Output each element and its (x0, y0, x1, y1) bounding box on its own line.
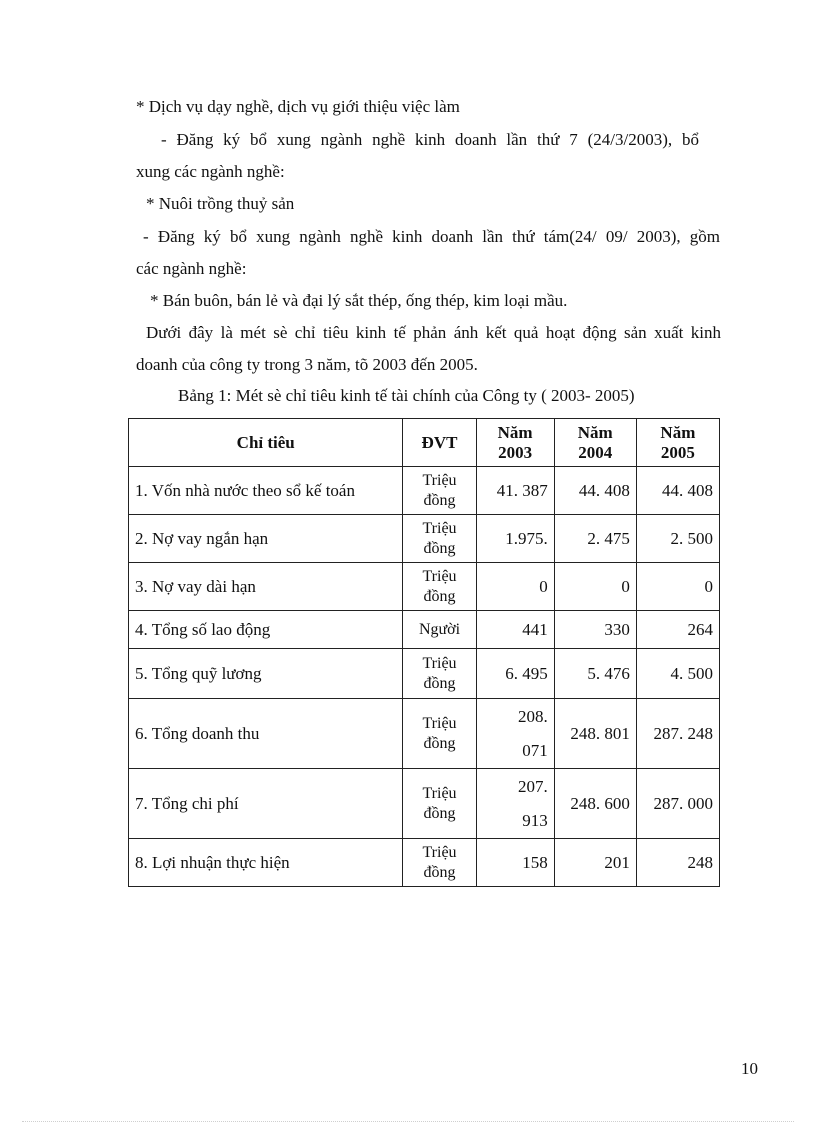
row-unit (403, 515, 476, 563)
value-2003-line2: 071 (522, 740, 548, 760)
value-2005: 4. 500 (636, 649, 719, 699)
value-2004: 248. 801 (554, 699, 636, 769)
value-2005: 2. 500 (636, 515, 719, 563)
row-indicator-name: 8. Lợi nhuận thực hiện (129, 839, 403, 887)
unit-line2: đồng (423, 491, 456, 509)
unit-line1: Triệu (422, 784, 457, 802)
table-row (129, 467, 720, 515)
table-row (129, 611, 720, 649)
value-2005: 287. 248 (636, 699, 719, 769)
table-row (129, 649, 720, 699)
header-year-2003-line1: Năm (497, 422, 533, 442)
unit-line2: đồng (423, 863, 456, 881)
registration-7th-line: - Đăng ký bổ xung ngành nghề kinh doanh lần thứ 7 (24/3/2003), bổ (161, 130, 699, 149)
table-row (129, 515, 720, 563)
row-unit (403, 563, 476, 611)
page-number: 10 (741, 1059, 758, 1078)
row-unit (403, 467, 476, 515)
header-unit: ĐVT (403, 419, 476, 467)
value-2003-line2: 913 (522, 810, 548, 830)
header-year-2004-line1: Năm (577, 422, 613, 442)
header-year-2005-line1: Năm (660, 422, 696, 442)
row-indicator-name: 2. Nợ vay ngắn hạn (129, 515, 403, 563)
row-unit (403, 699, 476, 769)
header-year-2004-line2: 2004 (578, 442, 613, 462)
unit-line2: đồng (423, 804, 456, 822)
value-2003-line1: 208. (517, 706, 548, 726)
row-indicator-name: 1. Vốn nhà nước theo sổ kế toán (129, 467, 403, 515)
registration-8th-continuation: các ngành nghề: (136, 259, 247, 278)
value-2005: 264 (636, 611, 719, 649)
value-2004: 5. 476 (554, 649, 636, 699)
unit-line2: đồng (423, 587, 456, 605)
registration-8th-line: - Đăng ký bổ xung ngành nghề kinh doanh lần thứ tám(24/ 09/ 2003), gồm (143, 227, 720, 246)
unit-line2: đồng (423, 734, 456, 752)
unit-line2: đồng (423, 539, 456, 557)
value-2005: 0 (636, 563, 719, 611)
unit-line1: Triệu (422, 654, 457, 672)
value-2003 (476, 699, 554, 769)
row-unit (403, 839, 476, 887)
bullet-wholesale-retail: * Bán buôn, bán lẻ và đại lý sắt thép, ống thép, kim loại mầu. (150, 291, 568, 310)
header-year-2005-line2: 2005 (660, 442, 695, 462)
value-2003: 441 (476, 611, 554, 649)
unit-line1: Triệu (422, 519, 457, 537)
value-2004: 2. 475 (554, 515, 636, 563)
row-unit (403, 769, 476, 839)
value-2004: 330 (554, 611, 636, 649)
intro-paragraph-continuation: doanh của công ty trong 3 năm, tõ 2003 đến 2005. (136, 355, 478, 374)
value-2004: 248. 600 (554, 769, 636, 839)
header-year-2003 (476, 419, 554, 467)
bullet-aquaculture: * Nuôi trồng thuỷ sản (146, 194, 295, 213)
value-2004: 44. 408 (554, 467, 636, 515)
value-2003: 158 (476, 839, 554, 887)
value-2003: 1.975. (476, 515, 554, 563)
value-2003: 6. 495 (476, 649, 554, 699)
table-row (129, 769, 720, 839)
row-unit (403, 649, 476, 699)
header-year-2004 (554, 419, 636, 467)
row-unit (403, 611, 476, 649)
page-bottom-edge (22, 1121, 794, 1122)
unit-line1: Triệu (422, 471, 457, 489)
row-indicator-name: 5. Tổng quỹ lương (129, 649, 403, 699)
value-2005: 287. 000 (636, 769, 719, 839)
table-row (129, 839, 720, 887)
header-year-2005 (636, 419, 719, 467)
row-indicator-name: 7. Tổng chi phí (129, 769, 403, 839)
header-indicator: Chỉ tiêu (129, 419, 403, 467)
header-year-2003-line2: 2003 (498, 442, 533, 462)
row-indicator-name: 3. Nợ vay dài hạn (129, 563, 403, 611)
value-2004: 201 (554, 839, 636, 887)
table-caption: Bảng 1: Mét sè chỉ tiêu kinh tế tài chính của Công ty ( 2003- 2005) (178, 386, 635, 405)
unit-line1: Triệu (422, 714, 457, 732)
value-2003 (476, 769, 554, 839)
value-2004: 0 (554, 563, 636, 611)
row-indicator-name: 6. Tổng doanh thu (129, 699, 403, 769)
unit-line1: Triệu (422, 843, 457, 861)
registration-7th-continuation: xung các ngành nghề: (136, 162, 285, 181)
bullet-vocational-services: * Dịch vụ dạy nghề, dịch vụ giới thiệu việc làm (136, 97, 460, 116)
table-row (129, 699, 720, 769)
table-row (129, 563, 720, 611)
value-2003: 41. 387 (476, 467, 554, 515)
intro-paragraph-line: Dưới đây là mét sè chỉ tiêu kinh tế phản ánh kết quả hoạt động sản xuất kinh (146, 323, 721, 342)
unit-line1: Triệu (422, 567, 457, 585)
value-2003-line1: 207. (517, 776, 548, 796)
row-indicator-name: 4. Tổng số lao động (129, 611, 403, 649)
value-2003: 0 (476, 563, 554, 611)
table-header-row (129, 419, 720, 467)
unit-line1: Người (418, 620, 461, 638)
financial-indicators-table (128, 418, 720, 887)
value-2005: 248 (636, 839, 719, 887)
unit-line2: đồng (423, 674, 456, 692)
value-2005: 44. 408 (636, 467, 719, 515)
